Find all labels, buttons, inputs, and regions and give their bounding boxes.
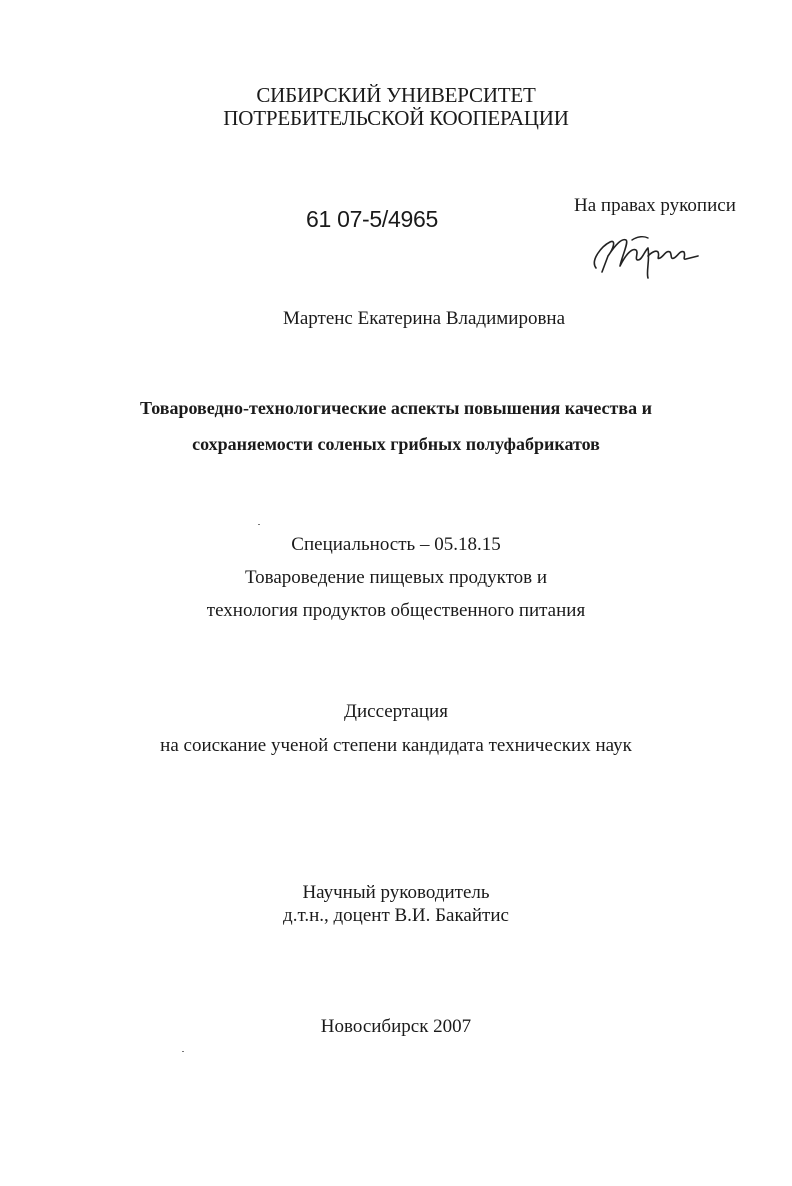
scan-speck bbox=[182, 1051, 184, 1052]
city-year: Новосибирск 2007 bbox=[320, 1016, 472, 1037]
supervisor-name: д.т.н., доцент В.И. Бакайтис bbox=[283, 905, 509, 926]
university-name-line1: СИБИРСКИЙ УНИВЕРСИТЕТ bbox=[256, 83, 536, 107]
dissertation-title-line2: сохраняемости соленых грибных полуфабрикатов bbox=[192, 434, 600, 454]
signature-icon bbox=[586, 226, 702, 282]
specialty-name-line2: технология продуктов общественного питания bbox=[206, 600, 586, 621]
specialty-code: Специальность – 05.18.15 bbox=[291, 534, 501, 555]
author-name: Мартенс Екатерина Владимировна bbox=[282, 308, 566, 329]
document-type: Диссертация bbox=[344, 701, 448, 722]
scan-speck bbox=[258, 524, 260, 525]
catalog-code: 61 07-5/4965 bbox=[306, 206, 438, 232]
manuscript-rights-note: На правах рукописи bbox=[574, 195, 736, 216]
university-name-line2: ПОТРЕБИТЕЛЬСКОЙ КООПЕРАЦИИ bbox=[223, 106, 569, 130]
supervisor-label: Научный руководитель bbox=[302, 882, 490, 903]
specialty-name-line1: Товароведение пищевых продуктов и bbox=[244, 567, 548, 588]
degree-statement: на соискание ученой степени кандидата технических наук bbox=[160, 735, 632, 756]
dissertation-title-line1: Товароведно-технологические аспекты повышения качества и bbox=[140, 398, 652, 418]
